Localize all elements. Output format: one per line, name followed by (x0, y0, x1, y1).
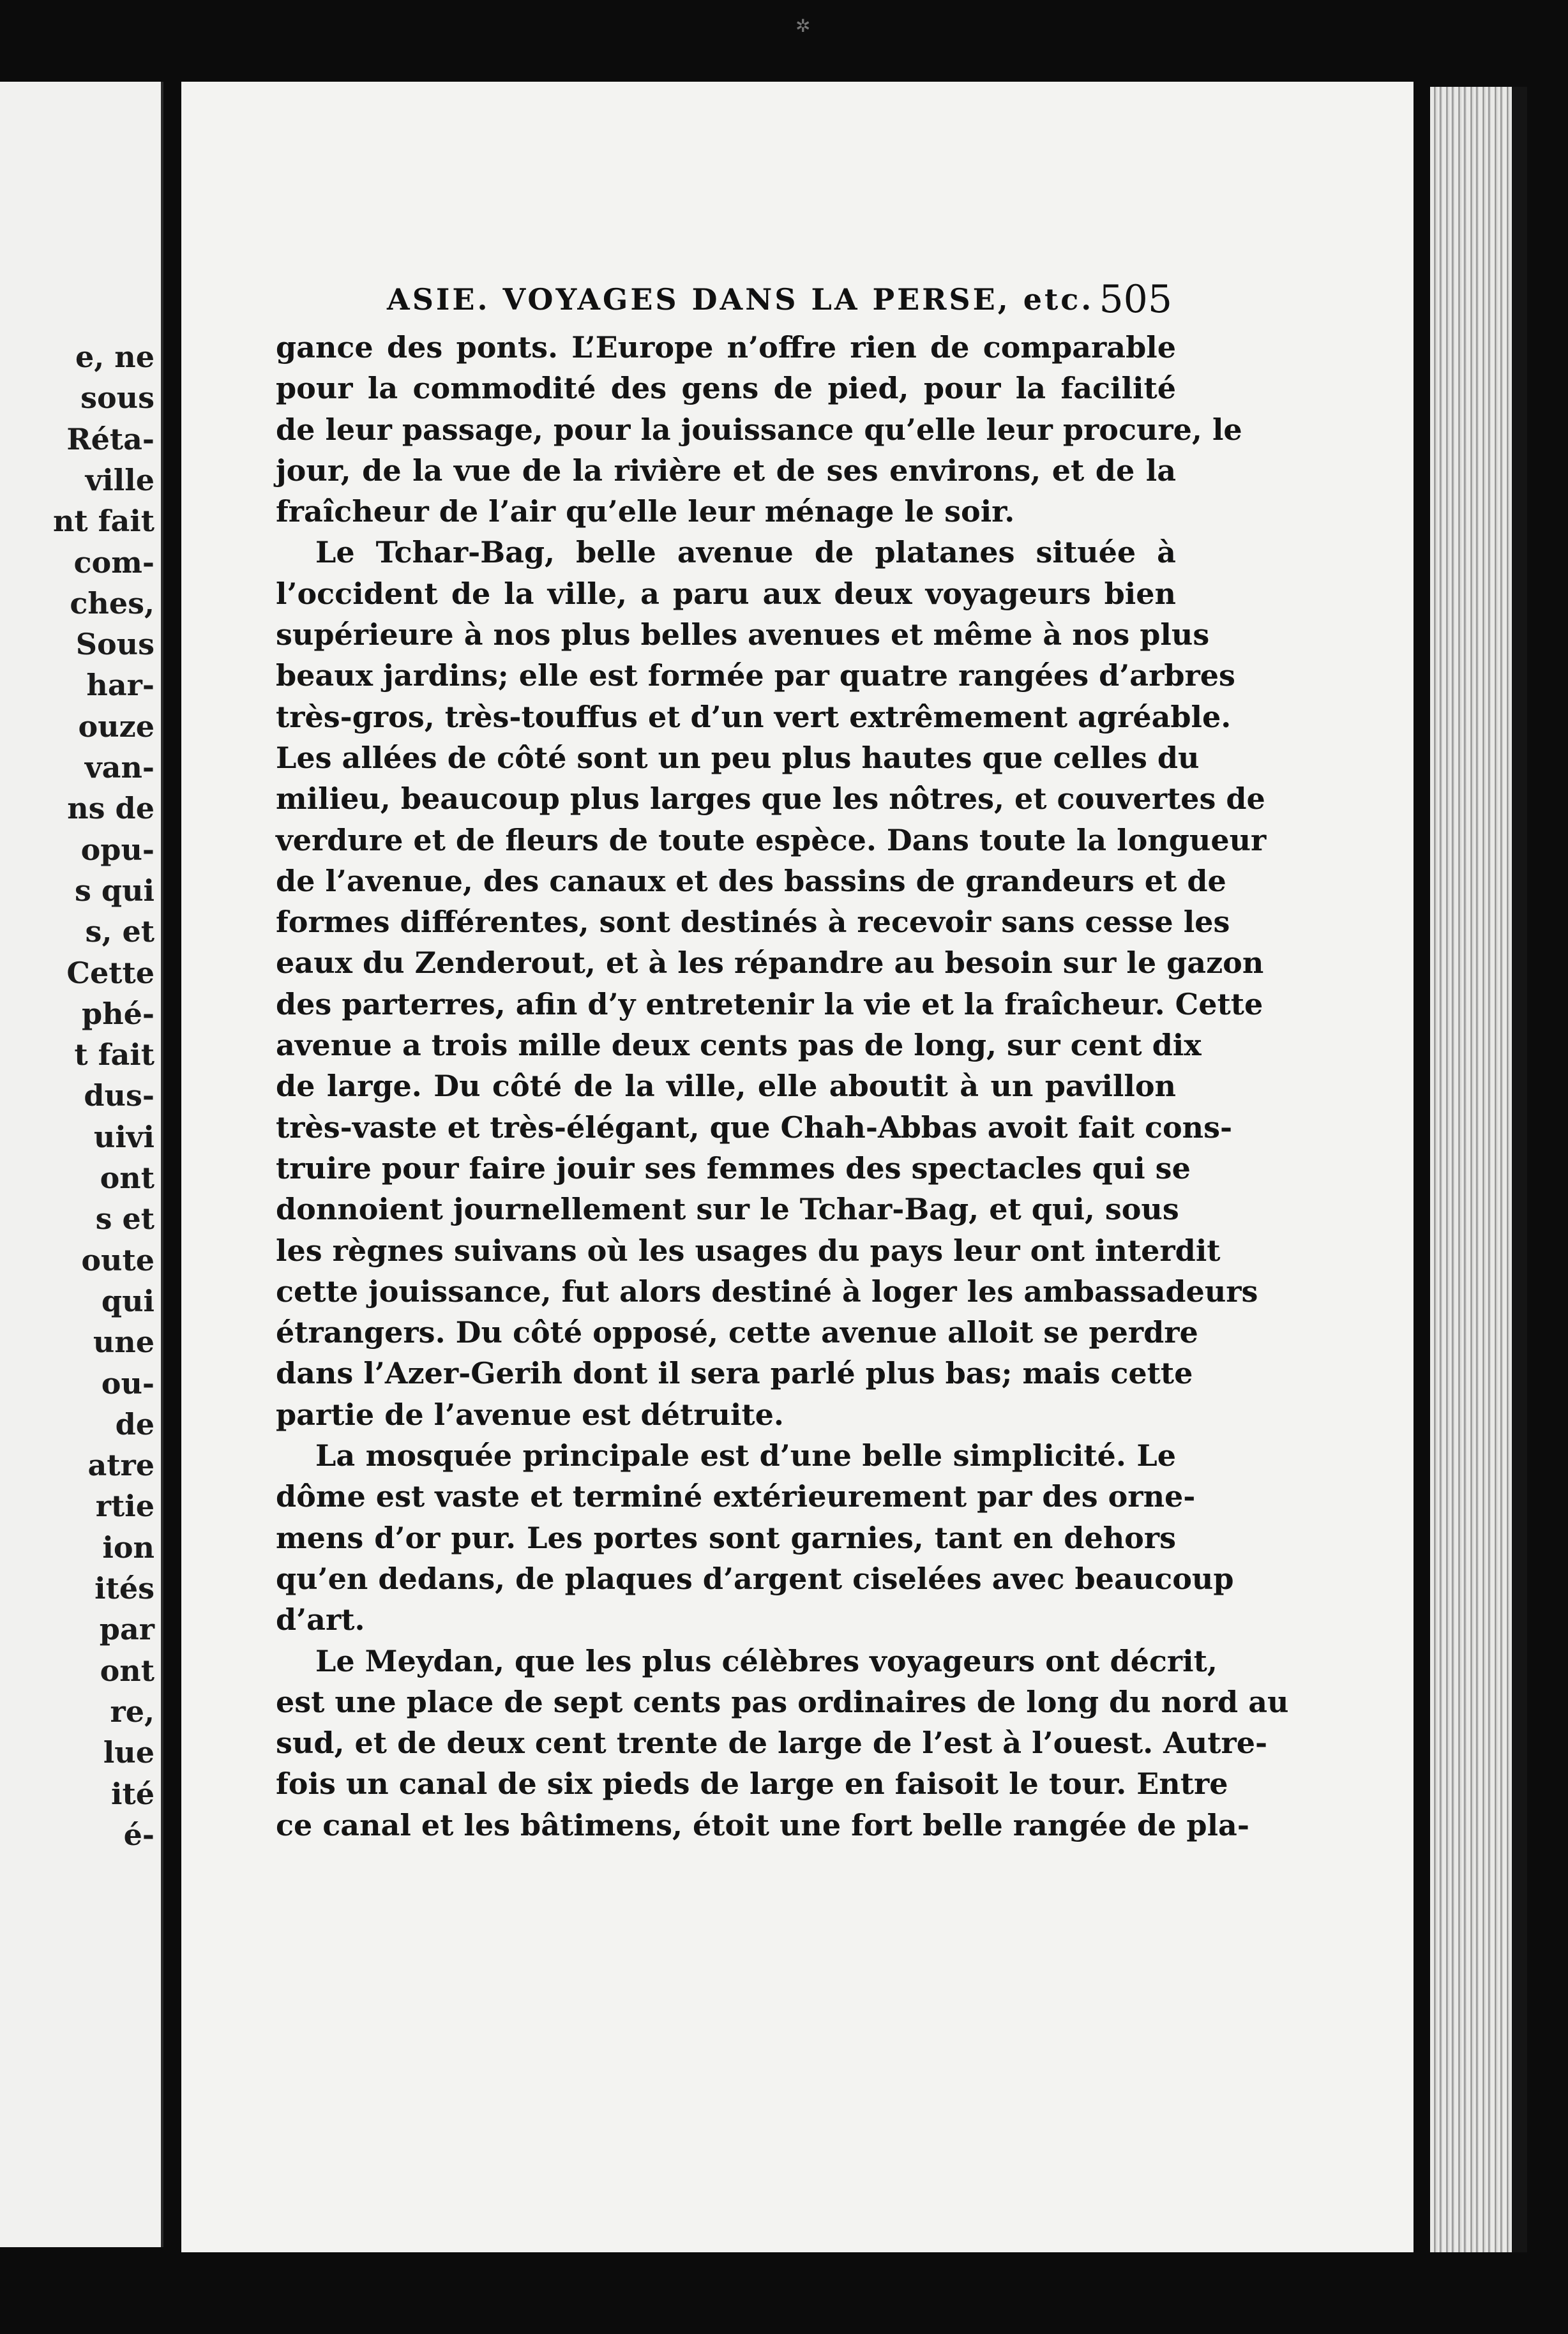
text-line: de l’avenue, des canaux et des bassins de grandeurs et de (276, 863, 1226, 898)
left-margin-fragment: phé- (82, 996, 155, 1031)
page-stack-edges (1430, 87, 1512, 2252)
left-margin-fragment: dus- (84, 1078, 155, 1113)
left-margin-fragment: oute (81, 1242, 155, 1277)
text-line: formes différentes, sont destinés à recevoir sans cesse les (276, 905, 1230, 940)
left-margin-fragment: ou- (101, 1366, 155, 1401)
left-margin-fragment: t fait (74, 1037, 155, 1073)
text-line: Le Tchar-Bag, belle avenue de platanes située à (315, 535, 1176, 570)
text-line: avenue a trois mille deux cents pas de long, sur cent dix (276, 1028, 1202, 1063)
left-margin-fragment: ités (94, 1571, 155, 1606)
binding-shadow (1512, 87, 1527, 2252)
text-line: est une place de sept cents pas ordinaires de long du nord au (276, 1684, 1289, 1719)
left-margin-fragment: opu- (80, 832, 155, 867)
left-margin-fragment: ion (102, 1530, 155, 1565)
text-line: des parterres, afin d’y entretenir la vie et la fraîcheur. Cette (276, 986, 1263, 1021)
text-line: truire pour faire jouir ses femmes des spectacles qui se (276, 1150, 1191, 1186)
left-margin-fragment: par (99, 1612, 155, 1647)
text-line: La mosquée principale est d’une belle simplicité. Le (315, 1438, 1176, 1473)
text-line: de leur passage, pour la jouissance qu’elle leur procure, le (276, 412, 1242, 447)
left-margin-fragment: Réta- (66, 421, 155, 456)
text-line: gance des ponts. L’Europe n’offre rien de comparable (276, 330, 1176, 365)
text-line: très-vaste et très-élégant, que Chah-Abbas avoit fait cons- (276, 1110, 1233, 1145)
text-line: verdure et de fleurs de toute espèce. Dans toute la longueur (276, 822, 1267, 857)
left-margin-fragment: com- (73, 545, 155, 580)
left-margin-fragment: s qui (75, 873, 155, 908)
left-margin-fragment: nt fait (52, 504, 155, 539)
text-line: ce canal et les bâtimens, étoit une fort belle rangée de pla- (276, 1807, 1249, 1842)
left-margin-fragment: qui (101, 1283, 155, 1318)
left-margin-fragment: s et (95, 1201, 155, 1237)
text-line: de large. Du côté de la ville, elle aboutit à un pavillon (276, 1069, 1176, 1104)
text-line: sud, et de deux cent trente de large de l’est à l’ouest. Autre- (276, 1726, 1268, 1761)
text-line: cette jouissance, fut alors destiné à loger les ambassadeurs (276, 1274, 1258, 1309)
text-line: eaux du Zenderout, et à les répandre au besoin sur le gazon (276, 945, 1264, 981)
left-margin-fragment: ité (111, 1776, 155, 1811)
left-margin-fragment: de (115, 1406, 155, 1442)
text-line: les règnes suivans où les usages du pays leur ont interdit (276, 1233, 1221, 1268)
text-line: l’occident de la ville, a paru aux deux voyageurs bien (276, 576, 1176, 611)
text-line: qu’en dedans, de plaques d’argent ciselées avec beaucoup (276, 1561, 1234, 1596)
left-margin-fragment: rtie (95, 1489, 155, 1524)
left-margin-fragment: Sous (75, 627, 155, 662)
text-line: donnoient journellement sur le Tchar-Bag, et qui, sous (276, 1192, 1179, 1227)
body-text (276, 327, 1289, 1846)
left-margin-fragment: ont (100, 1653, 155, 1688)
left-margin-fragment: une (93, 1325, 155, 1360)
left-margin-fragment: ont (100, 1161, 155, 1195)
text-line: fois un canal de six pieds de large en faisoit le tour. Entre (276, 1766, 1228, 1802)
left-margin-fragment: ches, (70, 585, 155, 621)
left-margin-fragment: sous (80, 380, 155, 416)
left-margin-fragment: van- (84, 750, 155, 785)
text-line: supérieure à nos plus belles avenues et même à nos plus (276, 617, 1210, 652)
text-line: mens d’or pur. Les portes sont garnies, tant en dehors (276, 1520, 1176, 1555)
left-margin-fragment: é- (123, 1817, 155, 1852)
text-line: Les allées de côté sont un peu plus hautes que celles du (276, 740, 1200, 775)
left-margin-fragment: har- (86, 668, 155, 703)
left-margin-fragment: ouze (78, 709, 155, 744)
left-margin-fragment: e, ne (75, 340, 155, 374)
left-margin-fragment: lue (103, 1735, 155, 1770)
left-margin-fragment: re, (110, 1694, 155, 1729)
dust-speck: ✲ (795, 15, 811, 36)
left-page-edge (0, 82, 163, 2247)
left-margin-fragment: Cette (66, 955, 155, 990)
left-margin-fragment: ns de (67, 791, 155, 826)
left-margin-fragment: atre (87, 1448, 155, 1483)
left-margin-fragment: uivi (93, 1119, 155, 1154)
text-line: fraîcheur de l’air qu’elle leur ménage le soir. (276, 494, 1015, 529)
text-line: très-gros, très-touffus et d’un vert extrêmement agréable. (276, 699, 1232, 734)
text-line: jour, de la vue de la rivière et de ses environs, et de la (276, 453, 1176, 488)
text-line: dôme est vaste et terminé extérieurement par des orne- (276, 1479, 1196, 1514)
running-title: ASIE. VOYAGES DANS LA PERSE, etc. (387, 282, 1094, 317)
text-line: Le Meydan, que les plus célèbres voyageurs ont décrit, (315, 1643, 1217, 1678)
text-line: pour la commodité des gens de pied, pour la facilité (276, 371, 1176, 406)
text-line: beaux jardins; elle est formée par quatre rangées d’arbres (276, 658, 1235, 693)
page-number: 505 (1099, 277, 1172, 322)
text-line: milieu, beaucoup plus larges que les nôtres, et couvertes de (276, 781, 1265, 817)
text-line: étrangers. Du côté opposé, cette avenue alloit se perdre (276, 1315, 1198, 1350)
text-line: dans l’Azer-Gerih dont il sera parlé plus bas; mais cette (276, 1356, 1193, 1391)
left-margin-fragment: s, et (85, 914, 155, 949)
running-header (387, 277, 1172, 322)
left-margin-fragment: ville (85, 462, 155, 497)
text-line: partie de l’avenue est détruite. (276, 1397, 784, 1432)
text-line: d’art. (276, 1602, 365, 1638)
